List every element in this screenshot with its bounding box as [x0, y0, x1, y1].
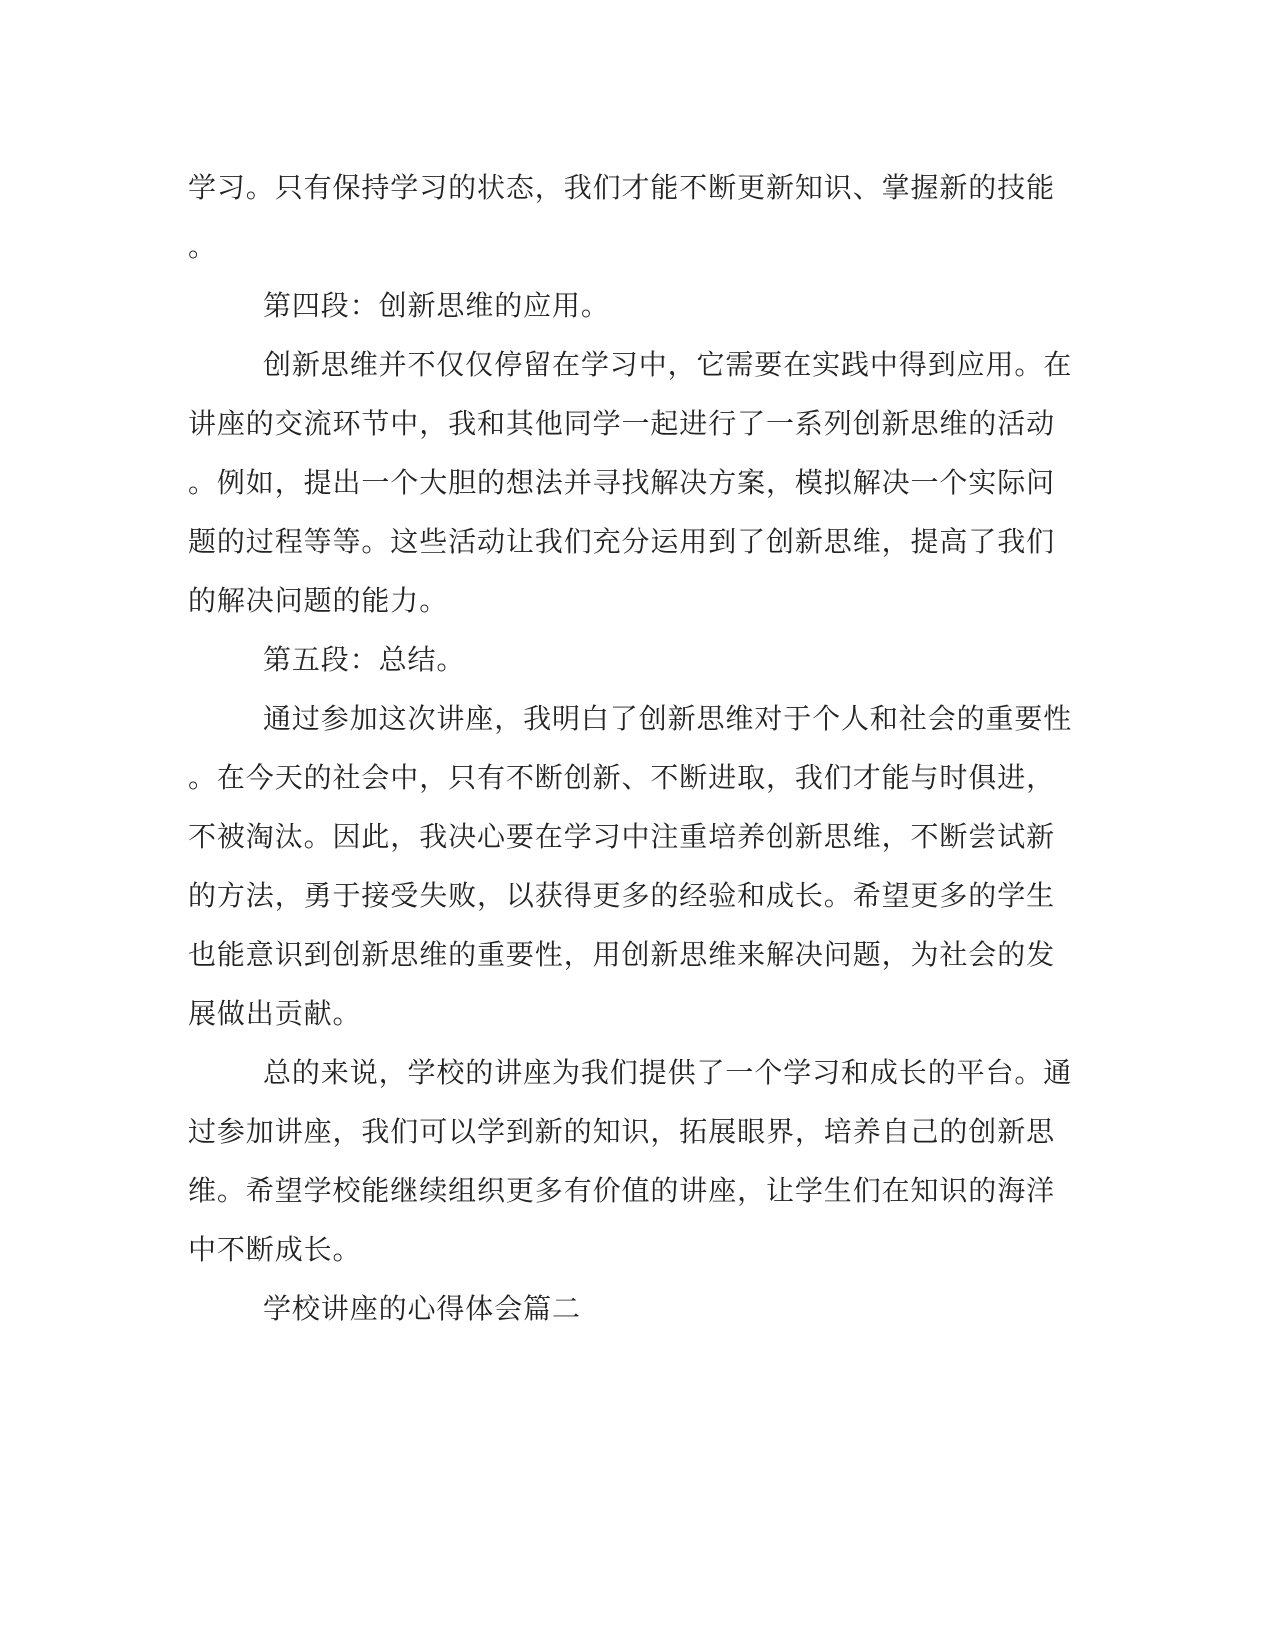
text-line: 维。希望学校能继续组织更多有价值的讲座，让学生们在知识的海洋 [188, 1174, 1056, 1207]
article-title-part-two: 学校讲座的心得体会篇二 [263, 1292, 581, 1325]
text-line: 题的过程等等。这些活动让我们充分运用到了创新思维，提高了我们 [188, 525, 1056, 558]
text-line: 。例如，提出一个大胆的想法并寻找解决方案，模拟解决一个实际问 [188, 466, 1056, 499]
section-heading-5: 第五段：总结。 [263, 643, 466, 676]
text-line: 不被淘汰。因此，我决心要在学习中注重培养创新思维，不断尝试新 [188, 820, 1056, 853]
text-line: 。 [188, 230, 217, 263]
section-heading-4: 第四段：创新思维的应用。 [263, 289, 610, 322]
text-line: 通过参加这次讲座，我明白了创新思维对于个人和社会的重要性 [263, 702, 1073, 735]
text-line: 的方法，勇于接受失败，以获得更多的经验和成长。希望更多的学生 [188, 879, 1056, 912]
text-line: 讲座的交流环节中，我和其他同学一起进行了一系列创新思维的活动 [188, 407, 1056, 440]
text-line: 也能意识到创新思维的重要性，用创新思维来解决问题，为社会的发 [188, 938, 1056, 971]
text-line: 的解决问题的能力。 [188, 584, 449, 617]
text-line: 创新思维并不仅仅停留在学习中，它需要在实践中得到应用。在 [263, 348, 1073, 381]
text-line: 过参加讲座，我们可以学到新的知识，拓展眼界，培养自己的创新思 [188, 1115, 1056, 1148]
text-line: 展做出贡献。 [188, 997, 362, 1030]
text-line: 总的来说，学校的讲座为我们提供了一个学习和成长的平台。通 [263, 1056, 1073, 1089]
text-line: 中不断成长。 [188, 1233, 362, 1266]
text-line: 学习。只有保持学习的状态，我们才能不断更新知识、掌握新的技能 [188, 171, 1056, 204]
text-line: 。在今天的社会中，只有不断创新、不断进取，我们才能与时俱进， [188, 761, 1056, 794]
